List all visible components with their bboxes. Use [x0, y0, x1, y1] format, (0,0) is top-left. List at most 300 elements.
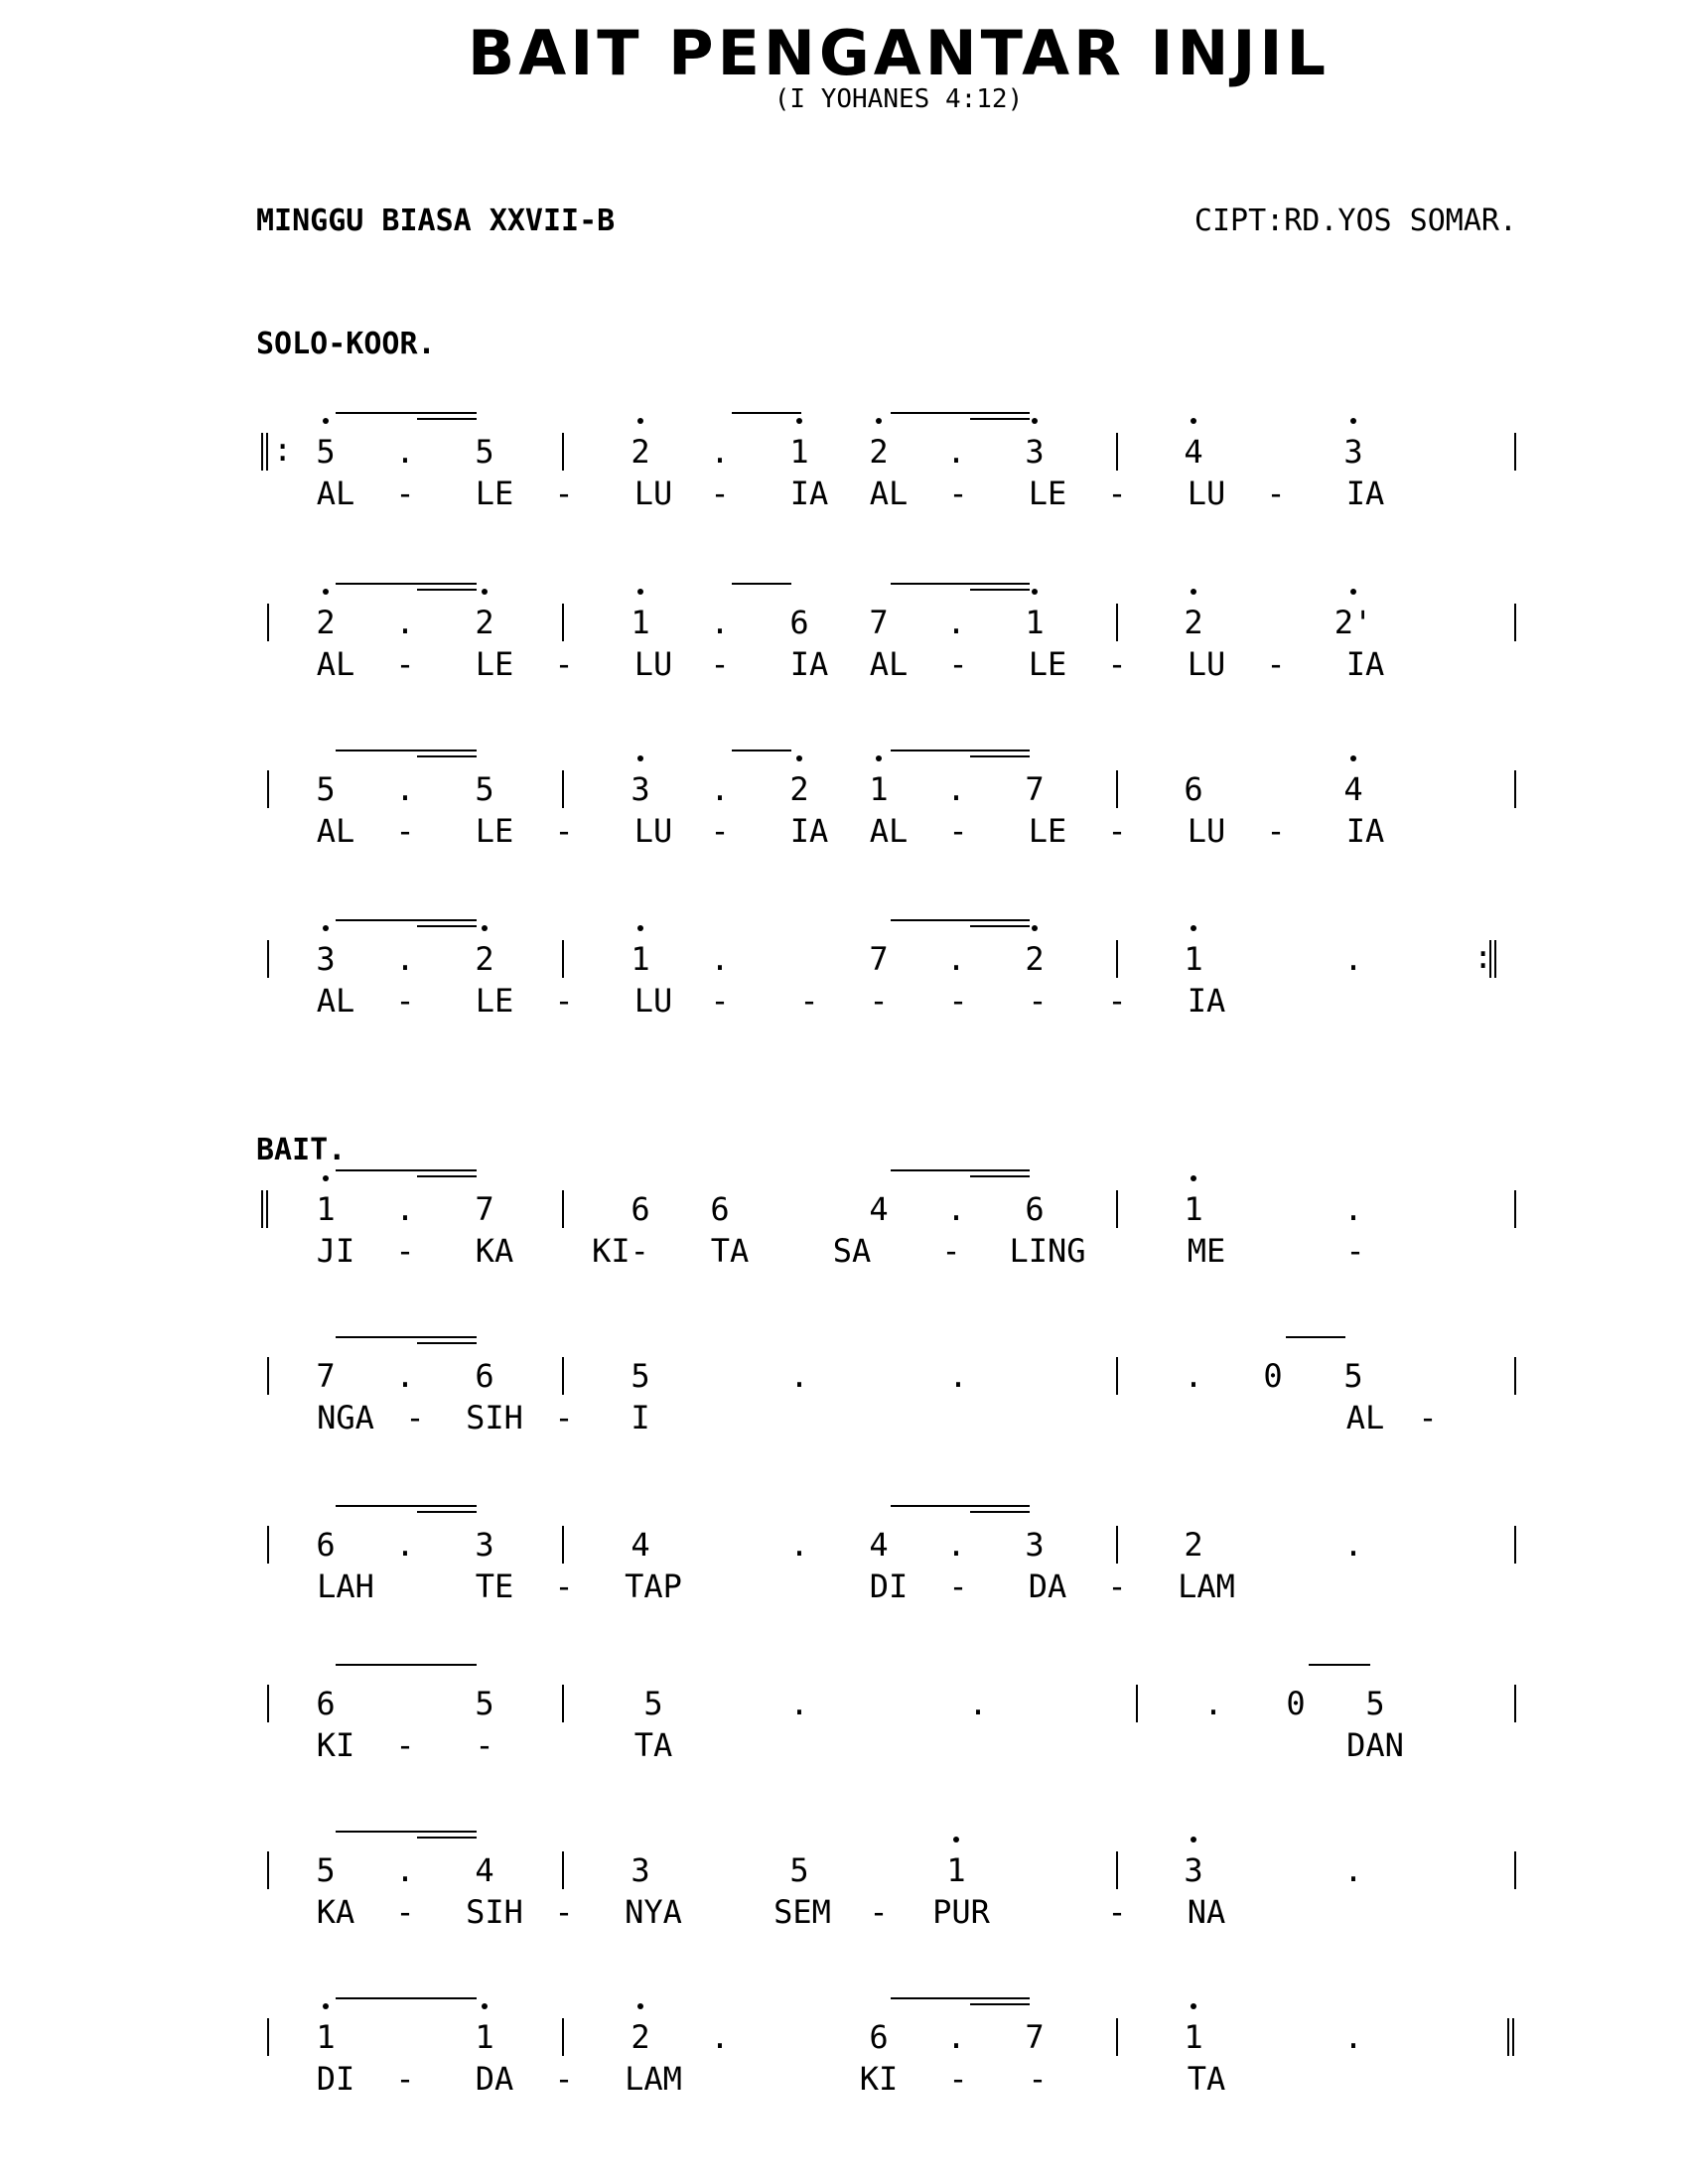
barline	[1514, 1685, 1516, 1722]
beam-line	[891, 1169, 1030, 1171]
octave-dot	[637, 589, 643, 595]
note-token: 7	[869, 604, 889, 641]
barline	[562, 1526, 564, 1564]
lyric-syllable: -	[395, 2060, 415, 2098]
note-token: 7	[475, 1190, 494, 1228]
note-token: 3	[1025, 433, 1045, 471]
barline	[1116, 604, 1118, 641]
note-token: 2	[475, 940, 494, 978]
note-token: .	[710, 940, 730, 978]
octave-dot	[1032, 925, 1038, 931]
final-double-barline	[1507, 2018, 1514, 2056]
lyric-syllable: -	[405, 1399, 425, 1436]
page-title: BAIT PENGANTAR INJIL	[467, 17, 1331, 89]
lyric-syllable: LAM	[1178, 1568, 1235, 1605]
lyric-syllable: -	[395, 812, 415, 850]
note-token: 1	[1184, 2018, 1203, 2056]
note-token: 4	[869, 1190, 889, 1228]
note-token: 5	[316, 1851, 336, 1889]
barline	[1514, 770, 1516, 808]
barline	[1514, 1526, 1516, 1564]
lyric-syllable: IA	[1345, 475, 1385, 512]
lyric-syllable: -	[799, 982, 819, 1020]
lyric-syllable: -	[395, 1726, 415, 1764]
lyric-syllable: LE	[475, 475, 514, 512]
note-token: 1	[316, 2018, 336, 2056]
lyric-syllable: -	[554, 2060, 574, 2098]
lyric-syllable: AL	[316, 475, 355, 512]
note-token: 2	[1184, 1526, 1203, 1564]
lyric-syllable: -	[1107, 645, 1127, 683]
repeat-colon: :	[1474, 938, 1493, 976]
note-token: .	[1343, 940, 1363, 978]
note-token: 5	[316, 433, 336, 471]
lyric-syllable: -	[1107, 1568, 1127, 1605]
note-token: .	[948, 1357, 968, 1395]
octave-dot	[1032, 589, 1038, 595]
lyric-syllable: NYA	[625, 1893, 682, 1931]
beam-line	[336, 1336, 477, 1338]
lyric-syllable: TA	[1187, 2060, 1226, 2098]
lyric-syllable: -	[554, 1399, 574, 1436]
beam-line-secondary	[417, 1511, 477, 1513]
note-token: .	[395, 1526, 415, 1564]
note-token: 2	[869, 433, 889, 471]
beam-line-secondary	[970, 418, 1030, 420]
lyric-syllable: -	[948, 812, 968, 850]
lyric-syllable: -	[941, 1232, 961, 1270]
note-token: .	[946, 940, 966, 978]
lyric-syllable: -	[948, 982, 968, 1020]
barline	[1116, 940, 1118, 978]
note-token: 2	[631, 433, 650, 471]
note-token: 6	[1184, 770, 1203, 808]
lyric-syllable: DI	[869, 1568, 909, 1605]
barline	[267, 770, 269, 808]
note-token: .	[1203, 1685, 1223, 1722]
note-token: 6	[789, 604, 809, 641]
beam-line	[891, 1997, 1030, 1999]
lyric-syllable: LE	[1028, 645, 1067, 683]
lyric-syllable: AL	[869, 812, 909, 850]
lyric-syllable: KA	[316, 1893, 355, 1931]
octave-dot	[1191, 589, 1196, 595]
lyric-syllable: IA	[1187, 982, 1226, 1020]
lyric-syllable: I	[631, 1399, 650, 1436]
beam-line-secondary	[417, 755, 477, 757]
barline	[1116, 1526, 1118, 1564]
note-token: 7	[1025, 770, 1045, 808]
note-token: .	[789, 1357, 809, 1395]
barline	[562, 433, 564, 471]
barline	[267, 1851, 269, 1889]
lyric-syllable: -	[554, 645, 574, 683]
barline	[562, 1190, 564, 1228]
beam-line-secondary	[417, 1175, 477, 1177]
lyric-syllable: KI-	[592, 1232, 649, 1270]
note-token: 4	[869, 1526, 889, 1564]
octave-dot	[1191, 2003, 1196, 2009]
lyric-syllable: AL	[869, 645, 909, 683]
octave-dot	[637, 755, 643, 761]
beam-line	[732, 412, 801, 414]
note-token: 1	[1025, 604, 1045, 641]
note-token: 1	[475, 2018, 494, 2056]
lyric-syllable: -	[395, 1232, 415, 1270]
octave-dot	[323, 418, 329, 424]
section-label-verse: BAIT.	[256, 1133, 347, 1167]
lyric-syllable: -	[869, 1893, 889, 1931]
beam-line-secondary	[417, 925, 477, 927]
octave-dot	[637, 2003, 643, 2009]
lyric-syllable: SIH	[466, 1399, 523, 1436]
lyric-syllable: DAN	[1346, 1726, 1404, 1764]
note-token: 6	[631, 1190, 650, 1228]
lyric-syllable: -	[710, 812, 730, 850]
beam-line	[1309, 1664, 1370, 1666]
note-token: .	[1343, 1851, 1363, 1889]
note-token: 3	[475, 1526, 494, 1564]
note-token: .	[710, 770, 730, 808]
octave-dot	[953, 1837, 959, 1843]
lyric-syllable: -	[948, 645, 968, 683]
octave-dot	[1350, 418, 1356, 424]
note-token: 5	[475, 1685, 494, 1722]
lyric-syllable: -	[1028, 982, 1048, 1020]
octave-dot	[323, 925, 329, 931]
beam-line-secondary	[970, 925, 1030, 927]
lyric-syllable: -	[395, 1893, 415, 1931]
beam-line	[1286, 1336, 1345, 1338]
octave-dot	[482, 925, 488, 931]
beam-line	[891, 750, 1030, 751]
note-token: 3	[1025, 1526, 1045, 1564]
lyric-syllable: NA	[1187, 1893, 1226, 1931]
barline	[267, 1685, 269, 1722]
note-token: .	[946, 2018, 966, 2056]
lyric-syllable: -	[948, 475, 968, 512]
note-token: .	[968, 1685, 988, 1722]
barline	[562, 604, 564, 641]
note-token: 7	[316, 1357, 336, 1395]
barline	[562, 770, 564, 808]
note-token: .	[1184, 1357, 1203, 1395]
section-label-refrain: SOLO-KOOR.	[256, 327, 436, 361]
lyric-syllable: AL	[316, 645, 355, 683]
barline	[267, 1526, 269, 1564]
lyric-syllable: SEM	[773, 1893, 831, 1931]
note-token: 5	[789, 1851, 809, 1889]
beam-line	[336, 1505, 477, 1507]
note-token: .	[710, 2018, 730, 2056]
beam-line-secondary	[970, 755, 1030, 757]
lyric-syllable: KI	[859, 2060, 899, 2098]
lyric-syllable: ME	[1187, 1232, 1226, 1270]
note-token: 2	[789, 770, 809, 808]
note-token: 5	[643, 1685, 663, 1722]
lyric-syllable: LE	[475, 645, 514, 683]
lyric-syllable: -	[554, 475, 574, 512]
lyric-syllable: LE	[475, 982, 514, 1020]
note-token: .	[946, 770, 966, 808]
beam-line	[336, 1664, 477, 1666]
lyric-syllable: IA	[789, 645, 829, 683]
lyric-syllable: TE	[475, 1568, 514, 1605]
lyric-syllable: -	[475, 1726, 494, 1764]
octave-dot	[1191, 925, 1196, 931]
lyric-syllable: IA	[1345, 645, 1385, 683]
barline	[1136, 1685, 1138, 1722]
note-token: 3	[1184, 1851, 1203, 1889]
barline	[1116, 770, 1118, 808]
beam-line-secondary	[417, 589, 477, 591]
note-token: 3	[631, 1851, 650, 1889]
barline	[267, 2018, 269, 2056]
note-token: 7	[1025, 2018, 1045, 2056]
octave-dot	[1032, 418, 1038, 424]
note-token: 4	[1184, 433, 1203, 471]
barline	[267, 940, 269, 978]
note-token: 6	[710, 1190, 730, 1228]
octave-dot	[796, 418, 802, 424]
note-token: 4	[631, 1526, 650, 1564]
lyric-syllable: KA	[475, 1232, 514, 1270]
octave-dot	[482, 589, 488, 595]
beam-line-secondary	[417, 1837, 477, 1839]
barline	[1116, 433, 1118, 471]
note-token: 2	[1184, 604, 1203, 641]
beam-line	[732, 583, 791, 585]
note-token: 1	[869, 770, 889, 808]
lyric-syllable: IA	[789, 475, 829, 512]
lyric-syllable: -	[1107, 475, 1127, 512]
lyric-syllable: LU	[633, 982, 673, 1020]
lyric-syllable: LE	[475, 812, 514, 850]
beam-line	[336, 583, 477, 585]
note-token: 1	[789, 433, 809, 471]
note-token: .	[1343, 1526, 1363, 1564]
note-token: 3	[316, 940, 336, 978]
lyric-syllable: LU	[633, 812, 673, 850]
note-token: 6	[316, 1685, 336, 1722]
lyric-syllable: DA	[475, 2060, 514, 2098]
octave-dot	[1191, 1175, 1196, 1181]
barline	[267, 1357, 269, 1395]
lyric-syllable: IA	[1345, 812, 1385, 850]
note-token: 1	[946, 1851, 966, 1889]
octave-dot	[1350, 755, 1356, 761]
note-token: 3	[631, 770, 650, 808]
note-token: .	[395, 1357, 415, 1395]
octave-dot	[637, 418, 643, 424]
liturgical-occasion: MINGGU BIASA XXVII-B	[256, 204, 616, 238]
octave-dot	[1191, 1837, 1196, 1843]
note-token: 6	[316, 1526, 336, 1564]
lyric-syllable: AL	[316, 982, 355, 1020]
note-token: 2	[316, 604, 336, 641]
lyric-syllable: JI	[316, 1232, 355, 1270]
note-token: .	[395, 433, 415, 471]
note-token: 6	[1025, 1190, 1045, 1228]
lyric-syllable: -	[554, 1893, 574, 1931]
note-token: .	[946, 604, 966, 641]
beam-line	[336, 412, 477, 414]
lyric-syllable: IA	[789, 812, 829, 850]
beam-line	[891, 583, 1030, 585]
note-token: 5	[1343, 1357, 1363, 1395]
lyric-syllable: LU	[633, 475, 673, 512]
lyric-syllable: DI	[316, 2060, 355, 2098]
lyric-syllable: LU	[633, 645, 673, 683]
barline	[1116, 1190, 1118, 1228]
lyric-syllable: -	[1107, 812, 1127, 850]
lyric-syllable: TA	[633, 1726, 673, 1764]
barline	[562, 1851, 564, 1889]
lyric-syllable: -	[710, 475, 730, 512]
note-token: .	[710, 433, 730, 471]
barline	[1116, 1357, 1118, 1395]
lyric-syllable: -	[1107, 982, 1127, 1020]
beam-line-secondary	[970, 1511, 1030, 1513]
beam-line	[336, 919, 477, 921]
note-token: .	[946, 433, 966, 471]
lyric-syllable: LING	[1009, 1232, 1086, 1270]
barline	[1514, 604, 1516, 641]
lyric-syllable: -	[554, 812, 574, 850]
lyric-syllable: SA	[832, 1232, 872, 1270]
lyric-syllable: -	[1107, 1893, 1127, 1931]
note-token: 1	[1184, 1190, 1203, 1228]
barline	[1514, 1357, 1516, 1395]
lyric-syllable: -	[1266, 475, 1286, 512]
note-token: .	[946, 1526, 966, 1564]
octave-dot	[1191, 418, 1196, 424]
lyric-syllable: KI	[316, 1726, 355, 1764]
barline	[1514, 1851, 1516, 1889]
note-token: 1	[1184, 940, 1203, 978]
beam-line	[336, 1831, 477, 1833]
note-token: 1	[316, 1190, 336, 1228]
note-token: .	[395, 1851, 415, 1889]
note-token: .	[789, 1685, 809, 1722]
beam-line-secondary	[970, 2003, 1030, 2005]
note-token: .	[710, 604, 730, 641]
lyric-syllable: AL	[869, 475, 909, 512]
note-token: 5	[475, 433, 494, 471]
composer-credit: CIPT:RD.YOS SOMAR.	[1193, 204, 1517, 238]
beam-line	[732, 750, 791, 751]
octave-dot	[876, 755, 882, 761]
note-token: 6	[475, 1357, 494, 1395]
note-token: .	[946, 1190, 966, 1228]
note-token: .	[395, 604, 415, 641]
beam-line-secondary	[417, 1342, 477, 1344]
lyric-syllable: -	[395, 475, 415, 512]
lyric-syllable: LU	[1187, 645, 1226, 683]
barline	[1116, 2018, 1118, 2056]
beam-line	[336, 1169, 477, 1171]
lyric-syllable: -	[1028, 2060, 1048, 2098]
lyric-syllable: TA	[710, 1232, 750, 1270]
lyric-syllable: NGA	[317, 1399, 374, 1436]
note-token: 2'	[1333, 604, 1373, 641]
note-token: 5	[316, 770, 336, 808]
note-token: 5	[1365, 1685, 1385, 1722]
octave-dot	[323, 2003, 329, 2009]
beam-line-secondary	[417, 418, 477, 420]
lyric-syllable: -	[554, 1568, 574, 1605]
beam-line	[336, 750, 477, 751]
beam-line-secondary	[970, 589, 1030, 591]
lyric-syllable: -	[948, 2060, 968, 2098]
note-token: .	[395, 1190, 415, 1228]
barline	[562, 1685, 564, 1722]
barline	[562, 940, 564, 978]
lyric-syllable: -	[869, 982, 889, 1020]
lyric-syllable: LE	[1028, 475, 1067, 512]
note-token: .	[395, 940, 415, 978]
note-token: .	[1343, 1190, 1363, 1228]
note-token: .	[395, 770, 415, 808]
note-token: 0	[1263, 1357, 1283, 1395]
lyric-syllable: SIH	[466, 1893, 523, 1931]
octave-dot	[637, 925, 643, 931]
note-token: 2	[631, 2018, 650, 2056]
scripture-reference: (I YOHANES 4:12)	[773, 84, 1024, 114]
lyric-syllable: LAM	[625, 2060, 682, 2098]
lyric-syllable: -	[1266, 645, 1286, 683]
octave-dot	[323, 1175, 329, 1181]
beam-line	[336, 1997, 477, 1999]
note-token: 2	[1025, 940, 1045, 978]
lyric-syllable: -	[1266, 812, 1286, 850]
beam-line	[891, 412, 1030, 414]
barline	[1116, 1851, 1118, 1889]
octave-dot	[876, 418, 882, 424]
lyric-syllable: TAP	[625, 1568, 682, 1605]
note-token: 3	[1343, 433, 1363, 471]
note-token: 1	[631, 604, 650, 641]
note-token: .	[789, 1526, 809, 1564]
beam-line	[891, 919, 1030, 921]
lyric-syllable: -	[948, 1568, 968, 1605]
octave-dot	[796, 755, 802, 761]
lyric-syllable: -	[710, 982, 730, 1020]
beam-line-secondary	[970, 1175, 1030, 1177]
lyric-syllable: -	[554, 982, 574, 1020]
barline	[1514, 1190, 1516, 1228]
octave-dot	[482, 2003, 488, 2009]
lyric-syllable: LE	[1028, 812, 1067, 850]
lyric-syllable: LU	[1187, 475, 1226, 512]
note-token: 5	[631, 1357, 650, 1395]
lyric-syllable: -	[395, 645, 415, 683]
note-token: 7	[869, 940, 889, 978]
lyric-syllable: PUR	[932, 1893, 990, 1931]
note-token: 0	[1286, 1685, 1306, 1722]
double-barline	[261, 1190, 268, 1228]
note-token: 4	[1343, 770, 1363, 808]
note-token: 6	[869, 2018, 889, 2056]
beam-line	[891, 1505, 1030, 1507]
note-token: .	[1343, 2018, 1363, 2056]
lyric-syllable: -	[395, 982, 415, 1020]
barline	[267, 604, 269, 641]
note-token: 4	[475, 1851, 494, 1889]
lyric-syllable: AL	[316, 812, 355, 850]
lyric-syllable: -	[1345, 1232, 1365, 1270]
lyric-syllable: -	[710, 645, 730, 683]
